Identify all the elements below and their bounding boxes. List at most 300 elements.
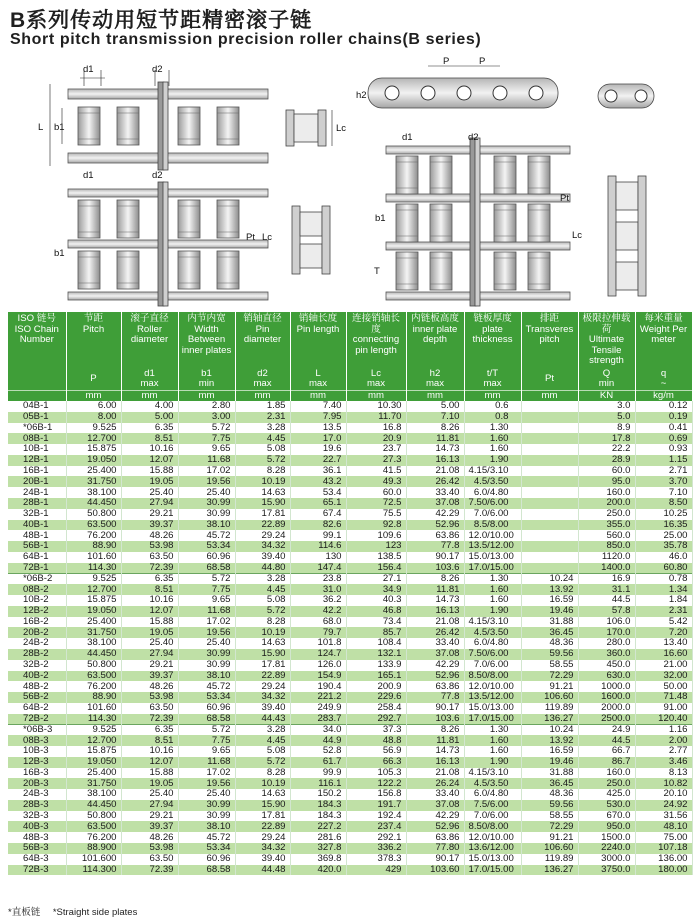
table-cell: 4.45 (235, 584, 290, 595)
table-cell: 49.3 (346, 476, 406, 487)
table-cell: 72.39 (121, 865, 178, 876)
table-row (8, 821, 692, 832)
table-cell: 16.13 (406, 757, 464, 768)
table-cell: 19.05 (121, 476, 178, 487)
column-header: 销轴直径 Pin diameter (235, 312, 290, 368)
table-cell: 77.8 (406, 692, 464, 703)
table-cell: 76.200 (66, 530, 121, 541)
table-cell: 12.07 (121, 455, 178, 466)
table-cell: 72.29 (521, 671, 578, 682)
table-cell: 7.5/6.00 (464, 800, 521, 811)
table-cell: 15.0/13.00 (464, 703, 521, 714)
table-cell: 14.63 (235, 789, 290, 800)
table-cell: 14.73 (406, 595, 464, 606)
table-cell: 292.1 (346, 832, 406, 843)
table-cell: 42.29 (406, 811, 464, 822)
table-cell: 72B-3 (8, 865, 66, 876)
table-cell: 33.40 (406, 789, 464, 800)
table-cell: 8.5/8.00 (464, 520, 521, 531)
table-cell: 124.7 (290, 649, 346, 660)
table-cell: 12.0/10.00 (464, 681, 521, 692)
table-cell: 91.21 (521, 832, 578, 843)
table-cell: 369.8 (290, 854, 346, 865)
table-cell: 9.525 (66, 724, 121, 735)
table-cell (521, 423, 578, 434)
table-cell: 8.13 (635, 768, 692, 779)
column-header: 内链板高度 inner plate depth (406, 312, 464, 368)
table-cell: 72.39 (121, 714, 178, 725)
table-cell: 25.40 (121, 638, 178, 649)
table-cell: 14.73 (406, 746, 464, 757)
table-cell: 10.25 (635, 509, 692, 520)
table-cell: 7.10 (406, 412, 464, 423)
table-cell: 10.30 (346, 401, 406, 412)
table-cell: 7.95 (290, 412, 346, 423)
table-cell: 6.35 (121, 574, 178, 585)
table-cell: 53.98 (121, 692, 178, 703)
table-cell: 420.0 (290, 865, 346, 876)
table-cell: 45.72 (178, 681, 235, 692)
table-cell: 24.92 (635, 800, 692, 811)
table-cell (521, 520, 578, 531)
table-cell: 24B-1 (8, 487, 66, 498)
table-cell: 281.6 (290, 832, 346, 843)
table-cell: 65.1 (290, 498, 346, 509)
table-cell: 19.46 (521, 606, 578, 617)
table-cell: 58.55 (521, 811, 578, 822)
table-cell: 1400.0 (578, 563, 635, 574)
table-cell: 25.400 (66, 617, 121, 628)
table-row (8, 757, 692, 768)
table-cell: 116.1 (290, 778, 346, 789)
table-cell: 1500.0 (578, 832, 635, 843)
column-unit: KN (578, 390, 635, 401)
table-cell: 31.750 (66, 778, 121, 789)
table-cell: 16.59 (521, 595, 578, 606)
table-cell: 19.46 (521, 757, 578, 768)
table-cell: 0.93 (635, 444, 692, 455)
table-cell: 2.31 (235, 412, 290, 423)
table-cell: 12B-2 (8, 606, 66, 617)
table-cell: 86.7 (578, 757, 635, 768)
table-cell: 4.45 (235, 735, 290, 746)
table-cell: 77.8 (406, 541, 464, 552)
table-cell: 2.77 (635, 746, 692, 757)
table-cell: 3.00 (178, 412, 235, 423)
table-cell: 103.6 (406, 563, 464, 574)
table-cell: 2240.0 (578, 843, 635, 854)
table-cell: 41.5 (346, 466, 406, 477)
table-cell: 4.00 (121, 401, 178, 412)
table-cell: 1.85 (235, 401, 290, 412)
column-unit: mm (235, 390, 290, 401)
table-cell: 28B-1 (8, 498, 66, 509)
table-cell: 103.6 (406, 714, 464, 725)
table-cell: 156.8 (346, 789, 406, 800)
table-cell: 9.65 (178, 746, 235, 757)
table-cell: 42.29 (406, 660, 464, 671)
table-cell (521, 466, 578, 477)
table-cell: 99.1 (290, 530, 346, 541)
table-cell: 1.60 (464, 735, 521, 746)
table-cell: 48B-1 (8, 530, 66, 541)
table-cell: 29.21 (121, 509, 178, 520)
table-cell (521, 455, 578, 466)
table-cell: 92.8 (346, 520, 406, 531)
table-cell: 101.600 (66, 854, 121, 865)
table-cell: 16.9 (578, 574, 635, 585)
table-cell: 126.0 (290, 660, 346, 671)
label-Lc-duplex: Lc (262, 232, 273, 243)
table-cell: 22.89 (235, 821, 290, 832)
table-cell: 0.6 (464, 401, 521, 412)
table-cell: 12.07 (121, 757, 178, 768)
table-cell: 53.34 (178, 692, 235, 703)
table-cell: 19.56 (178, 778, 235, 789)
table-cell: 29.24 (235, 832, 290, 843)
table-cell: 38.100 (66, 487, 121, 498)
table-cell: 4.15/3.10 (464, 768, 521, 779)
table-cell: 292.7 (346, 714, 406, 725)
table-cell: 4.45 (235, 433, 290, 444)
table-cell: 191.7 (346, 800, 406, 811)
table-cell: 2.31 (635, 606, 692, 617)
table-cell: 60.96 (178, 854, 235, 865)
table-cell: 91.00 (635, 703, 692, 714)
table-cell: 30.99 (178, 649, 235, 660)
column-symbol: Lc max (346, 368, 406, 390)
table-cell: 14.63 (235, 487, 290, 498)
table-cell: 136.00 (635, 854, 692, 865)
table-cell: 6.00 (66, 401, 121, 412)
table-row (8, 552, 692, 563)
table-cell: 64B-2 (8, 703, 66, 714)
triplex-end-view (608, 176, 646, 296)
table-cell: 138.5 (346, 552, 406, 563)
table-cell: 15.0/13.00 (464, 854, 521, 865)
table-cell: 48B-2 (8, 681, 66, 692)
table-cell: 72B-1 (8, 563, 66, 574)
table-cell: 60.0 (346, 487, 406, 498)
table-cell: 19.56 (178, 627, 235, 638)
table-cell: 08B-1 (8, 433, 66, 444)
simplex-end-view (286, 110, 346, 146)
table-cell: 27.94 (121, 649, 178, 660)
table-row (8, 455, 692, 466)
table-row (8, 509, 692, 520)
table-cell: 11.68 (178, 606, 235, 617)
table-cell: 9.525 (66, 423, 121, 434)
table-cell: 68.58 (178, 563, 235, 574)
table-cell: 43.2 (290, 476, 346, 487)
column-header: 销轴长度 Pin length (290, 312, 346, 368)
table-cell: 19.050 (66, 606, 121, 617)
table-cell: 33.40 (406, 487, 464, 498)
table-cell: 64B-1 (8, 552, 66, 563)
table-cell: 38.100 (66, 789, 121, 800)
table-cell: 132.1 (346, 649, 406, 660)
table-cell: 58.55 (521, 660, 578, 671)
table-cell: 109.6 (346, 530, 406, 541)
table-cell: 1.30 (464, 724, 521, 735)
page-title-cn: B系列传动用短节距精密滚子链 (10, 9, 313, 32)
table-cell: 25.40 (121, 789, 178, 800)
table-cell: 56B-3 (8, 843, 66, 854)
table-cell: 10B-2 (8, 595, 66, 606)
table-cell: 0.19 (635, 412, 692, 423)
table-cell: 17.02 (178, 768, 235, 779)
label-P-1: P (443, 56, 450, 67)
table-cell: 53.4 (290, 487, 346, 498)
table-cell: 27.94 (121, 498, 178, 509)
table-cell (521, 412, 578, 423)
column-unit: mm (178, 390, 235, 401)
footnote (8, 904, 147, 918)
table-cell: 0.41 (635, 423, 692, 434)
table-cell: 48B-3 (8, 832, 66, 843)
table-cell: 5.72 (235, 606, 290, 617)
table-cell: 39.40 (235, 552, 290, 563)
table-cell: 76.200 (66, 832, 121, 843)
table-cell: 7.0/6.00 (464, 811, 521, 822)
table-cell: 29.21 (121, 660, 178, 671)
table-cell: 33.40 (406, 638, 464, 649)
table-cell: 34.32 (235, 692, 290, 703)
table-cell: 8.51 (121, 735, 178, 746)
label-Lc: Lc (336, 123, 347, 134)
table-cell: 10.16 (121, 746, 178, 757)
table-cell: 72.5 (346, 498, 406, 509)
column-unit: mm (121, 390, 178, 401)
table-cell: 15.88 (121, 466, 178, 477)
column-unit: mm (66, 390, 121, 401)
table-cell: 133.9 (346, 660, 406, 671)
table-cell: 530.0 (578, 800, 635, 811)
table-cell: 66.3 (346, 757, 406, 768)
table-cell: 60.96 (178, 703, 235, 714)
table-cell: 3.46 (635, 757, 692, 768)
table-cell (521, 509, 578, 520)
table-cell: 12.0/10.00 (464, 530, 521, 541)
table-cell: 67.4 (290, 509, 346, 520)
table-cell: 20.9 (346, 433, 406, 444)
table-cell: 8.28 (235, 466, 290, 477)
table-cell: 13.40 (635, 638, 692, 649)
table-cell: 850.0 (578, 541, 635, 552)
table-cell: 160.0 (578, 768, 635, 779)
table-cell: 3.28 (235, 574, 290, 585)
table-cell: 4.5/3.50 (464, 778, 521, 789)
label-d1-duplex: d1 (83, 170, 94, 181)
table-cell: 21.08 (406, 617, 464, 628)
table-cell: 38.10 (178, 671, 235, 682)
table-cell: 17.02 (178, 466, 235, 477)
table-cell: 147.4 (290, 563, 346, 574)
table-cell: 16B-2 (8, 617, 66, 628)
table-cell: 6.0/4.80 (464, 789, 521, 800)
table-cell: 44.450 (66, 498, 121, 509)
table-cell: 31.750 (66, 627, 121, 638)
table-cell: 15.90 (235, 498, 290, 509)
table-cell: 64B-3 (8, 854, 66, 865)
table-row (8, 724, 692, 735)
table-cell: 106.60 (521, 843, 578, 854)
table-cell: 114.30 (66, 714, 121, 725)
table-cell: 4.15/3.10 (464, 466, 521, 477)
table-row (8, 854, 692, 865)
table-cell: 44.5 (578, 735, 635, 746)
table-cell: 29.24 (235, 681, 290, 692)
column-symbol: d1 max (121, 368, 178, 390)
table-cell: 34.32 (235, 541, 290, 552)
table-cell: 108.4 (346, 638, 406, 649)
table-cell: 44.450 (66, 800, 121, 811)
table-row (8, 595, 692, 606)
table-cell: 1000.0 (578, 681, 635, 692)
table-cell: 40B-1 (8, 520, 66, 531)
table-cell: 73.4 (346, 617, 406, 628)
table-cell: 130 (290, 552, 346, 563)
table-cell: 72B-2 (8, 714, 66, 725)
table-cell: 68.0 (290, 617, 346, 628)
table-cell: 4.5/3.50 (464, 476, 521, 487)
table-cell: 8.50/8.00 (464, 671, 521, 682)
table-row (8, 735, 692, 746)
table-cell: 2.71 (635, 466, 692, 477)
table-cell: 60.96 (178, 552, 235, 563)
table-cell: 63.50 (121, 703, 178, 714)
side-view-drawing (356, 56, 558, 108)
column-header: 每米重量 Weight Per meter (635, 312, 692, 368)
table-cell: 10B-3 (8, 746, 66, 757)
table-cell: 17.0 (290, 433, 346, 444)
table-cell: 7.0/6.00 (464, 660, 521, 671)
table-cell: 90.17 (406, 552, 464, 563)
table-cell: 37.08 (406, 498, 464, 509)
table-cell: 5.00 (121, 412, 178, 423)
table-cell: 8.9 (578, 423, 635, 434)
table-cell: 2.80 (178, 401, 235, 412)
table-cell: 1.84 (635, 595, 692, 606)
table-cell: 88.900 (66, 843, 121, 854)
column-unit: kg/m (635, 390, 692, 401)
table-cell: 5.72 (235, 757, 290, 768)
column-symbol: P (66, 368, 121, 390)
table-cell: 250.0 (578, 778, 635, 789)
table-cell: 63.500 (66, 520, 121, 531)
table-cell: 63.86 (406, 530, 464, 541)
table-cell: 425.0 (578, 789, 635, 800)
table-cell: 136.27 (521, 714, 578, 725)
table-cell: 28B-3 (8, 800, 66, 811)
column-unit: mm (406, 390, 464, 401)
table-row (8, 811, 692, 822)
table-cell: 7.75 (178, 433, 235, 444)
column-header: 节距 Pitch (66, 312, 121, 368)
table-cell: 31.1 (578, 584, 635, 595)
table-row (8, 778, 692, 789)
table-cell: 31.750 (66, 476, 121, 487)
table-cell: 3000.0 (578, 854, 635, 865)
table-cell: 35.78 (635, 541, 692, 552)
table-cell: 63.500 (66, 821, 121, 832)
table-cell: 165.1 (346, 671, 406, 682)
table-cell: 17.81 (235, 811, 290, 822)
table-cell: 44.48 (235, 865, 290, 876)
table-cell: 101.60 (66, 703, 121, 714)
table-cell: 8.51 (121, 584, 178, 595)
table-cell: 28B-2 (8, 649, 66, 660)
table-cell: 21.08 (406, 768, 464, 779)
table-cell: 16B-1 (8, 466, 66, 477)
table-cell: 0.78 (635, 574, 692, 585)
label-d1-triplex: d1 (402, 132, 413, 143)
table-cell: 1120.0 (578, 552, 635, 563)
duplex-chain-drawing (54, 170, 272, 306)
table-row (8, 520, 692, 531)
table-row (8, 498, 692, 509)
column-header: 排距 Transveres pitch (521, 312, 578, 368)
table-cell: 22.7 (290, 455, 346, 466)
column-header: 内节内宽 Width Between inner plates (178, 312, 235, 368)
table-cell: 48.10 (635, 821, 692, 832)
table-cell: 88.90 (66, 692, 121, 703)
table-cell: 16.35 (635, 520, 692, 531)
table-cell (521, 487, 578, 498)
table-cell: 9.525 (66, 574, 121, 585)
table-cell: 76.200 (66, 681, 121, 692)
column-symbol: h2 max (406, 368, 464, 390)
table-cell: 72.39 (121, 563, 178, 574)
simplex-chain-drawing (38, 64, 268, 170)
table-cell: 11.81 (406, 735, 464, 746)
table-cell: 13.92 (521, 584, 578, 595)
table-cell: 10.16 (121, 444, 178, 455)
table-cell: 08B-2 (8, 584, 66, 595)
table-cell: 7.75 (178, 584, 235, 595)
table-cell: 36.1 (290, 466, 346, 477)
table-cell: 27.1 (346, 574, 406, 585)
label-b1: b1 (54, 122, 65, 133)
table-cell: 36.2 (290, 595, 346, 606)
table-cell (521, 476, 578, 487)
table-cell: 25.40 (178, 789, 235, 800)
table-row (8, 789, 692, 800)
column-symbol (8, 368, 66, 390)
label-L: L (38, 122, 44, 133)
table-cell: 36.45 (521, 778, 578, 789)
table-cell: 136.27 (521, 865, 578, 876)
column-symbol: b1 min (178, 368, 235, 390)
table-cell: 9.65 (178, 595, 235, 606)
table-cell: 0.12 (635, 401, 692, 412)
table-cell: 227.2 (290, 821, 346, 832)
label-b1-triplex: b1 (375, 213, 386, 224)
table-cell: 20B-2 (8, 627, 66, 638)
table-cell: 950.0 (578, 821, 635, 832)
table-cell: 44.43 (235, 714, 290, 725)
table-cell: 60.0 (578, 466, 635, 477)
table-cell: 1.60 (464, 444, 521, 455)
table-cell: 114.300 (66, 865, 121, 876)
table-cell: 15.0/13.00 (464, 552, 521, 563)
table-cell: 34.0 (290, 724, 346, 735)
table-cell: 13.5/12.00 (464, 541, 521, 552)
table-cell: 2500.0 (578, 714, 635, 725)
table-cell: 10.82 (635, 778, 692, 789)
table-cell: 48.36 (521, 638, 578, 649)
table-cell: 336.2 (346, 843, 406, 854)
